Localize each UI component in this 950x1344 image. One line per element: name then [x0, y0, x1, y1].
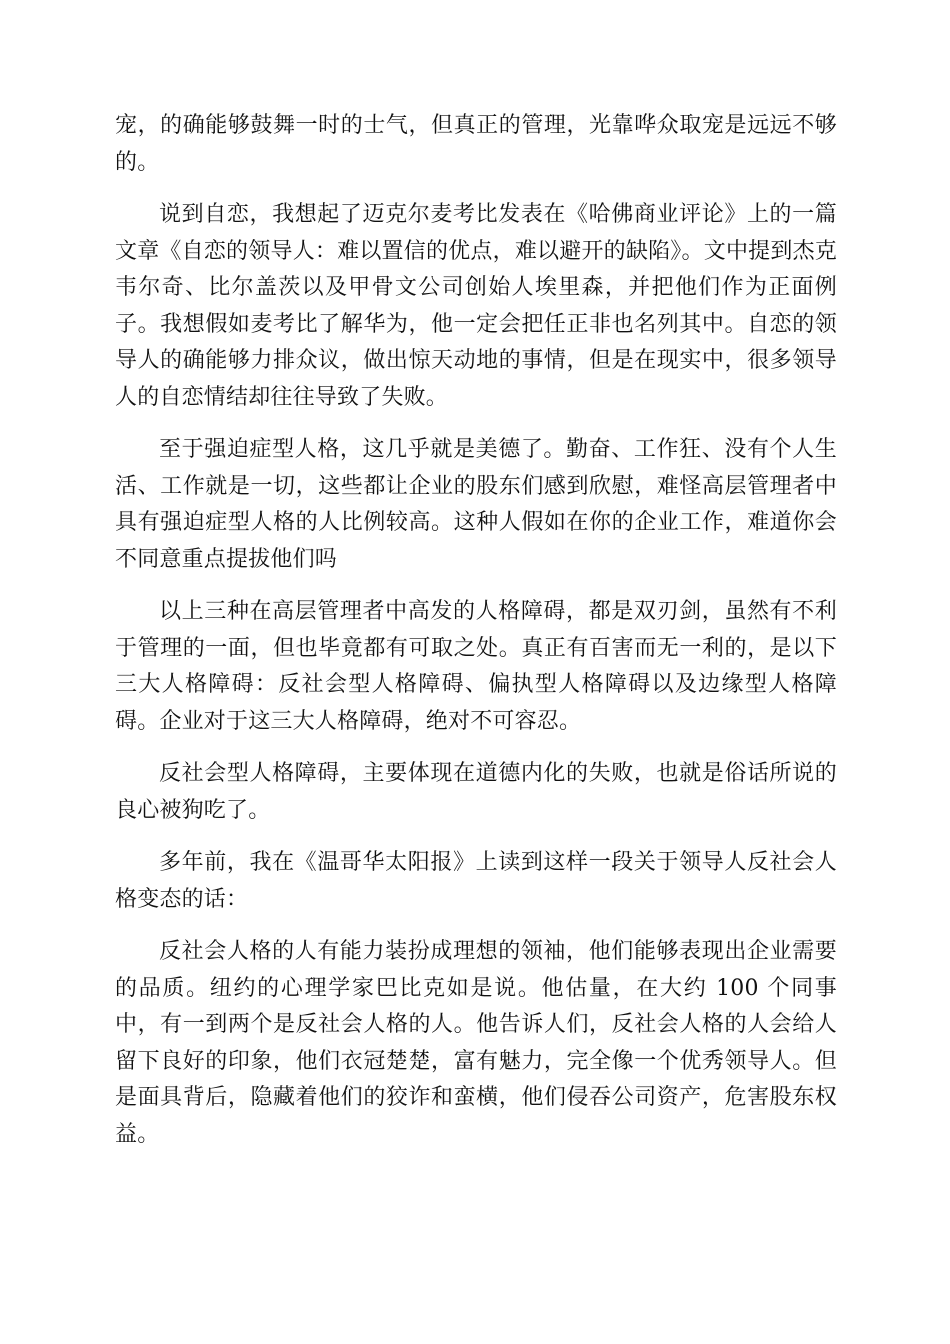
- paragraph-3: 至于强迫症型人格，这几乎就是美德了。勤奋、工作狂、没有个人生活、工作就是一切，这些都让企业的股东们感到欣慰，难怪高层管理者中具有强迫症型人格的人比例较高。这种人假如在你的企业工作，难道你会不同意重点提拔他们吗: [115, 437, 837, 572]
- document-body: [115, 108, 837, 1169]
- paragraph-2: 说到自恋，我想起了迈克尔麦考比发表在《哈佛商业评论》上的一篇文章《自恋的领导人：难以置信的优点，难以避开的缺陷》。文中提到杰克韦尔奇、比尔盖茨以及甲骨文公司创始人埃里森，并把他们作为正面例子。我想假如麦考比了解华为，他一定会把任正非也名列其中。自恋的领导人的确能够力排众议，做出惊天动地的事情，但是在现实中，很多领导人的自恋情结却往往导致了失败。: [115, 202, 837, 410]
- paragraph-7: 反社会人格的人有能力装扮成理想的领袖，他们能够表现出企业需要的品质。纽约的心理学家巴比克如是说。他估量，在大约 100 个同事中，有一到两个是反社会人格的人。他告诉人们，反社会人格的人会给人留下良好的印象，他们衣冠楚楚，富有魅力，完全像一个优秀领导人。但是面具背后，隐藏着他们的狡诈和蛮横，他们侵吞公司资产，危害股东权益。: [115, 939, 837, 1147]
- paragraph-4: 以上三种在高层管理者中高发的人格障碍，都是双刃剑，虽然有不利于管理的一面，但也毕竟都有可取之处。真正有百害而无一利的，是以下三大人格障碍：反社会型人格障碍、偏执型人格障碍以及边缘型人格障碍。企业对于这三大人格障碍，绝对不可容忍。: [115, 599, 837, 734]
- paragraph-1: 宠，的确能够鼓舞一时的士气，但真正的管理，光靠哗众取宠是远远不够的。: [115, 113, 837, 175]
- paragraph-6: 多年前，我在《温哥华太阳报》上读到这样一段关于领导人反社会人格变态的话：: [115, 850, 837, 912]
- paragraph-5: 反社会型人格障碍，主要体现在道德内化的失败，也就是俗话所说的良心被狗吃了。: [115, 761, 837, 823]
